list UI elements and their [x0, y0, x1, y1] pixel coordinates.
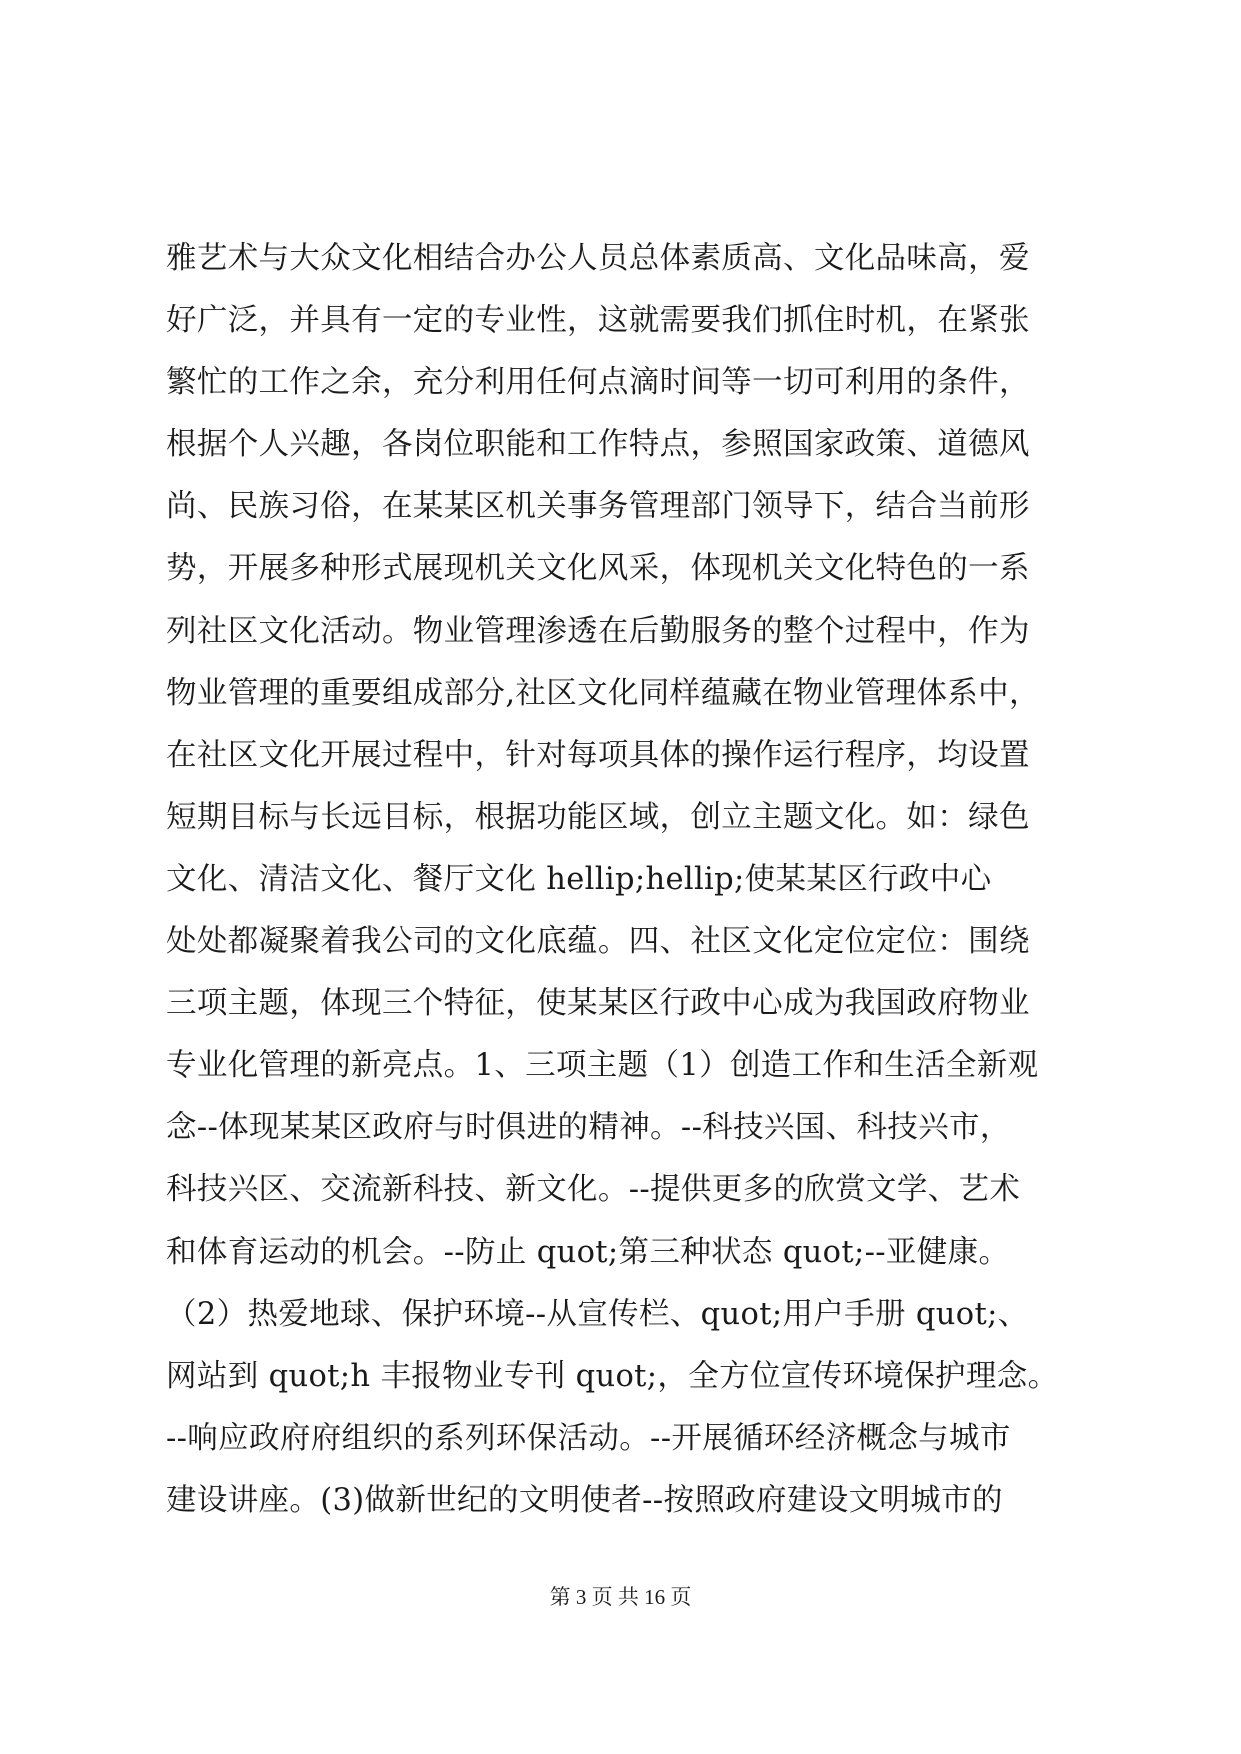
- text-line: 短期目标与长远目标，根据功能区域，创立主题文化。如：绿色: [166, 799, 1030, 835]
- text-line: --响应政府府组织的系列环保活动。--开展循环经济概念与城市: [166, 1420, 1011, 1456]
- text-line: 在社区文化开展过程中，针对每项具体的操作运行程序，均设置: [166, 737, 1030, 773]
- text-line: 文化、清洁文化、餐厅文化 hellip;hellip;使某某区行政中心: [166, 861, 992, 897]
- text-line: 念--体现某某区政府与时俱进的精神。--科技兴国、科技兴市，: [166, 1110, 1011, 1146]
- text-line: 势，开展多种形式展现机关文化风采，体现机关文化特色的一系: [166, 551, 1030, 587]
- text-line: 繁忙的工作之余，充分利用任何点滴时间等一切可利用的条件，: [166, 365, 1030, 401]
- text-line: 好广泛，并具有一定的专业性，这就需要我们抓住时机，在紧张: [166, 303, 1030, 339]
- text-line: 专业化管理的新亮点。1、三项主题（1）创造工作和生活全新观: [166, 1048, 1039, 1084]
- text-line: 雅艺术与大众文化相结合办公人员总体素质高、文化品味高，爱: [166, 241, 1030, 276]
- page-number-footer: 第 3 页 共 16 页: [549, 1585, 692, 1609]
- text-line: 三项主题，体现三个特征，使某某区行政中心成为我国政府物业: [166, 986, 1030, 1022]
- text-line: 列社区文化活动。物业管理渗透在后勤服务的整个过程中，作为: [166, 613, 1030, 649]
- text-line: 和体育运动的机会。--防止 quot;第三种状态 quot;--亚健康。: [166, 1234, 1010, 1270]
- body-text: [166, 228, 1096, 1532]
- text-line: 根据个人兴趣，各岗位职能和工作特点，参照国家政策、道德风: [166, 427, 1030, 463]
- text-line: 网站到 quot;h 丰报物业专刊 quot;，全方位宣传环境保护理念。: [166, 1358, 1059, 1394]
- text-line: （2）热爱地球、保护环境--从宣传栏、quot;用户手册 quot;、: [166, 1296, 1029, 1332]
- text-line: 建设讲座。(3)做新世纪的文明使者--按照政府建设文明城市的: [166, 1482, 1003, 1518]
- text-line: 尚、民族习俗，在某某区机关事务管理部门领导下，结合当前形: [166, 489, 1030, 525]
- text-line: 处处都凝聚着我公司的文化底蕴。四、社区文化定位定位：围绕: [166, 924, 1030, 960]
- text-line: 物业管理的重要组成部分,社区文化同样蕴藏在物业管理体系中，: [166, 675, 1040, 711]
- text-line: 科技兴区、交流新科技、新文化。--提供更多的欣赏文学、艺术: [166, 1172, 1021, 1208]
